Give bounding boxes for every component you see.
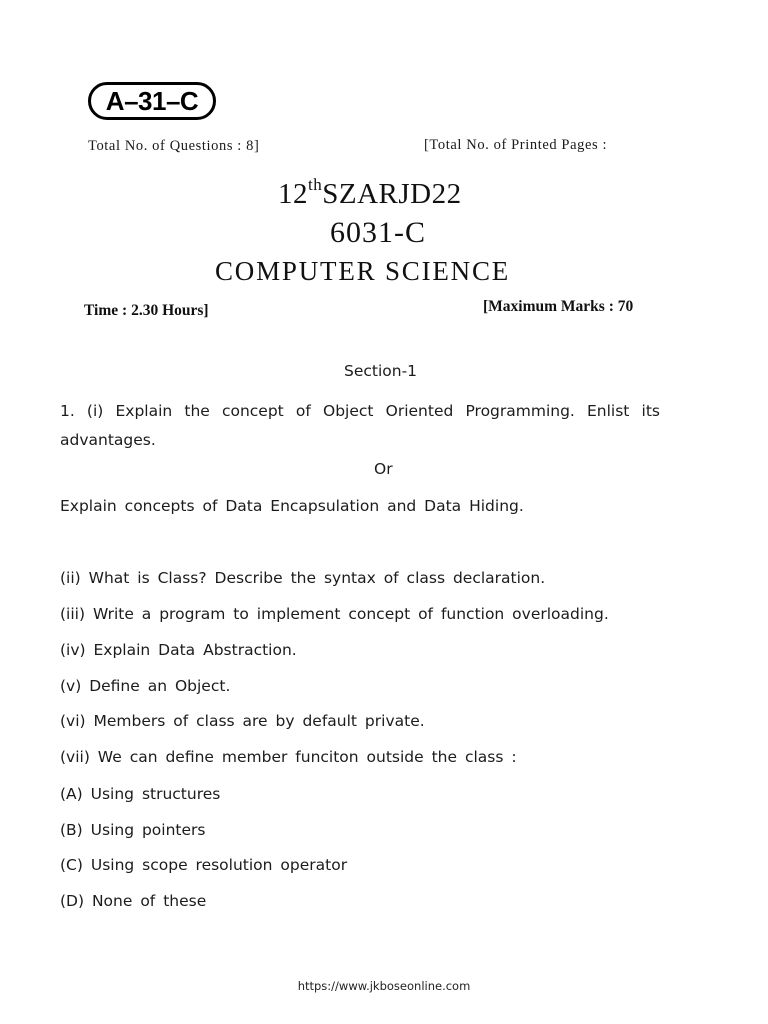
- paper-number: 6031-C: [330, 216, 426, 249]
- paper-code-badge: [88, 82, 216, 120]
- time-label: Time : 2.30 Hours]: [84, 302, 209, 319]
- question-item: (vii) We can define member funciton outside the class :: [60, 748, 517, 766]
- section-heading: Section-1: [344, 362, 418, 380]
- question-item: (iii) Write a program to implement concept of function overloading.: [60, 605, 609, 623]
- class-number: 12: [278, 178, 308, 210]
- subject-title: COMPUTER SCIENCE: [215, 256, 511, 286]
- footer-url: https://www.jkboseonline.com: [297, 979, 471, 993]
- option-item: (C) Using scope resolution operator: [60, 856, 348, 874]
- total-questions-label: Total No. of Questions : 8]: [88, 138, 260, 154]
- question-1-main: 1. (i) Explain the concept of Object Oriented Programming. Enlist its advantages.: [60, 402, 660, 449]
- question-item: (v) Define an Object.: [60, 677, 231, 695]
- question-1-alternative: Explain concepts of Data Encapsulation and Data Hiding.: [60, 497, 524, 515]
- paper-code-text: A–31–C: [105, 85, 199, 116]
- max-marks-label: [Maximum Marks : 70: [483, 298, 634, 315]
- or-label: Or: [374, 460, 393, 478]
- option-item: (A) Using structures: [60, 785, 221, 803]
- class-suffix: SZARJD22: [322, 178, 462, 210]
- question-item: (iv) Explain Data Abstraction.: [60, 641, 297, 659]
- question-item: (vi) Members of class are by default private.: [60, 712, 425, 730]
- question-item: (ii) What is Class? Describe the syntax of class declaration.: [60, 569, 546, 587]
- option-item: (D) None of these: [60, 892, 207, 910]
- class-superscript: th: [308, 175, 323, 194]
- total-pages-label: [Total No. of Printed Pages :: [424, 137, 608, 153]
- class-code: [278, 175, 462, 211]
- option-item: (B) Using pointers: [60, 821, 206, 839]
